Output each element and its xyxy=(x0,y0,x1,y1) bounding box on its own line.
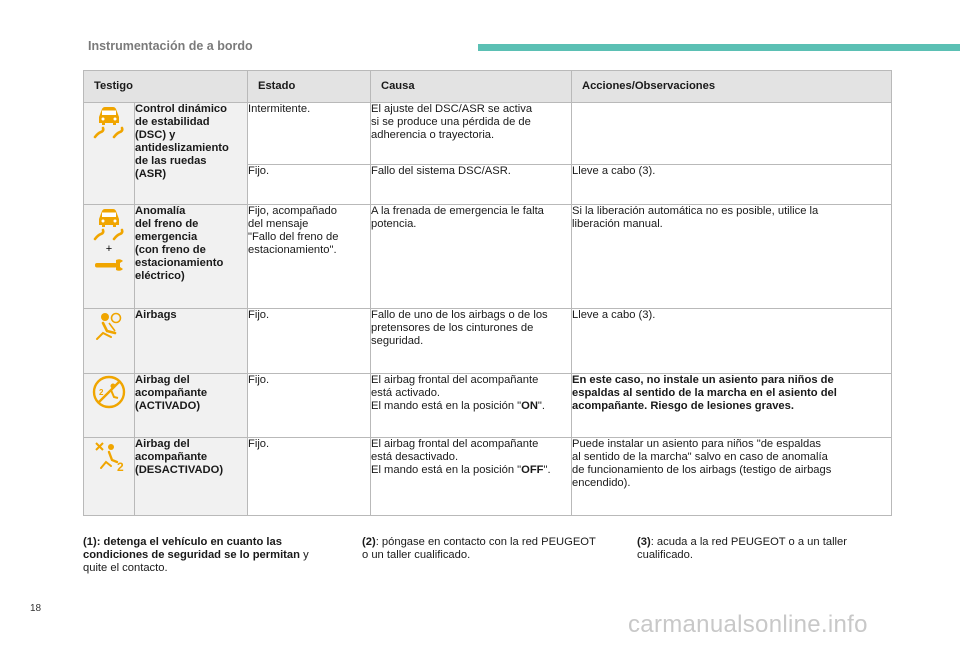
page-number: 18 xyxy=(30,603,42,614)
passenger-airbag-off-icon xyxy=(91,438,127,474)
footnote-text: : póngase en contacto con la red PEUGEOT o un taller cualificado. xyxy=(362,536,596,561)
warning-lights-table xyxy=(83,70,892,516)
footnote-text: : acuda a la red PEUGEOT o a un taller cualificado. xyxy=(637,536,847,561)
wrench-icon xyxy=(92,257,126,273)
footnote-ref: (2) xyxy=(362,536,376,548)
column-header-acciones: Acciones/Observaciones xyxy=(572,71,892,103)
warning-name: Airbag del acompañante (DESACTIVADO) xyxy=(135,438,248,516)
cause-cell: Fallo del sistema DSC/ASR. xyxy=(371,165,572,205)
warning-name: Airbag del acompañante (ACTIVADO) xyxy=(135,374,248,438)
table-row-airbags xyxy=(84,309,892,374)
switch-position-off: OFF xyxy=(521,464,544,476)
section-accent-bar xyxy=(478,44,960,51)
column-header-estado: Estado xyxy=(248,71,371,103)
footnote-1 xyxy=(83,536,353,575)
footnote-bold-text: : detenga el vehículo en cuanto las condiciones de seguridad se lo permitan xyxy=(83,536,300,561)
switch-position-on: ON xyxy=(521,400,538,412)
cause-cell: Fallo de uno de los airbags o de los pretensores de los cinturones de seguridad. xyxy=(371,309,572,374)
icon-cell xyxy=(84,438,135,516)
cause-text: El airbag frontal del acompañante está activado. El mando está en la posición " xyxy=(371,374,539,412)
cause-text-end: ". xyxy=(543,464,551,476)
icon-cell xyxy=(84,205,135,309)
cause-cell: El ajuste del DSC/ASR se activa si se produce una pérdida de de adherencia o trayectoria. xyxy=(371,103,572,165)
warning-name: Airbags xyxy=(135,309,248,374)
footnote-ref: (3) xyxy=(637,536,651,548)
airbag-icon xyxy=(93,309,125,343)
state-cell: Fijo. xyxy=(248,165,371,205)
action-cell: Lleve a cabo (3). xyxy=(572,309,892,374)
cause-text-end: ". xyxy=(537,400,545,412)
state-cell: Fijo. xyxy=(248,309,371,374)
cause-text: El airbag frontal del acompañante está desactivado. El mando está en la posición " xyxy=(371,438,539,476)
cause-cell xyxy=(371,374,572,438)
column-header-causa: Causa xyxy=(371,71,572,103)
table-header-row xyxy=(84,71,892,103)
cause-cell: A la frenada de emergencia le falta potencia. xyxy=(371,205,572,309)
table-row-passenger-airbag-off xyxy=(84,438,892,516)
icon-cell xyxy=(84,309,135,374)
table-row-dsc xyxy=(84,103,892,165)
car-skid-icon xyxy=(92,205,126,241)
section-title: Instrumentación de a bordo xyxy=(88,39,253,53)
icon-cell xyxy=(84,103,135,205)
svg-text:2: 2 xyxy=(117,460,124,474)
action-cell: Puede instalar un asiento para niños "de espaldas al sentido de la marcha" salvo en caso de anomalía de funcionamiento de los airbags (testigo de airbags encendido). xyxy=(572,438,892,516)
action-cell: En este caso, no instale un asiento para niños de espaldas al sentido de la marcha en el asiento del acompañante. Riesgo de lesiones graves. xyxy=(572,374,892,438)
svg-text:2: 2 xyxy=(99,388,104,397)
action-cell: Si la liberación automática no es posible, utilice la liberación manual. xyxy=(572,205,892,309)
table-row-emergency-brake xyxy=(84,205,892,309)
warning-name: Control dinámico de estabilidad (DSC) y antideslizamiento de las ruedas (ASR) xyxy=(135,103,248,205)
action-cell: Lleve a cabo (3). xyxy=(572,165,892,205)
state-cell: Intermitente. xyxy=(248,103,371,165)
state-cell: Fijo. xyxy=(248,374,371,438)
cause-cell xyxy=(371,438,572,516)
car-skid-icon xyxy=(92,103,126,139)
footnote-2 xyxy=(362,536,632,562)
footnote-text: y quite el contacto. xyxy=(83,549,309,574)
action-cell xyxy=(572,103,892,165)
footnote-3 xyxy=(637,536,897,562)
plus-sign: + xyxy=(105,243,113,255)
footnote-ref: (1) xyxy=(83,536,97,548)
warning-name: Anomalía del freno de emergencia (con freno de estacionamiento eléctrico) xyxy=(135,205,248,309)
state-cell: Fijo, acompañado del mensaje "Fallo del freno de estacionamiento". xyxy=(248,205,371,309)
passenger-airbag-on-icon xyxy=(91,374,127,410)
state-cell: Fijo. xyxy=(248,438,371,516)
column-header-testigo: Testigo xyxy=(84,71,248,103)
icon-cell xyxy=(84,374,135,438)
table-row-passenger-airbag-on xyxy=(84,374,892,438)
watermark: carmanualsonline.info xyxy=(628,611,868,638)
